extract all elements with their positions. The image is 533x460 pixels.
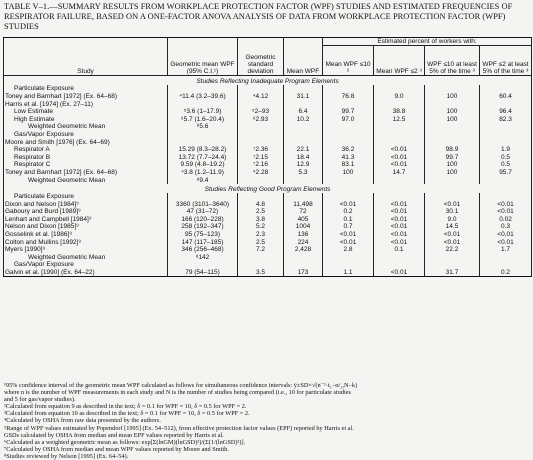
table-row xyxy=(4,138,532,146)
cell-mean-wpf-le2 xyxy=(374,138,425,146)
cell-mean-wpf-le10: 99.7 xyxy=(323,108,374,116)
cell-geometric-mean: 47 (31–72) xyxy=(168,208,238,216)
cell-wpf-le10-5pct: 22.2 xyxy=(425,246,480,254)
cell-geometric-mean: ⁴11.4 (3.2–39.6) xyxy=(168,93,238,101)
table-row xyxy=(4,200,532,208)
cell-geometric-sd: ⁷2.16 xyxy=(238,161,284,169)
cell-wpf-le2-5pct: 82.3 xyxy=(480,115,532,123)
cell-study: Gosselink et al. [1986]⁹ xyxy=(4,231,168,239)
cell-wpf-le10-5pct: <0.01 xyxy=(425,200,480,208)
table-row xyxy=(4,169,532,177)
cell-geometric-mean xyxy=(168,138,238,146)
cell-mean-wpf-le10: 41.3 xyxy=(323,153,374,161)
weighted-mean-row xyxy=(4,253,532,261)
cell-wpf-le10-5pct: <0.01 xyxy=(425,231,480,239)
cell-wpf-le2-5pct: 95.7 xyxy=(480,169,532,177)
cell-geometric-sd: 2.3 xyxy=(238,231,284,239)
cell-geometric-sd: ⁴2.28 xyxy=(238,169,284,177)
cell-geometric-sd xyxy=(238,123,284,131)
section-heading: Studies Reflecting Good Program Elements xyxy=(4,184,532,193)
cell-geometric-mean xyxy=(168,100,238,108)
footnote: ⁷Calculated by OSHA from median and mean WPF values reported by Moore and Smith. xyxy=(4,445,229,453)
cell-wpf-le10-5pct xyxy=(425,123,480,131)
cell-mean-wpf xyxy=(284,261,323,269)
cell-geometric-mean: ⁴3.8 (1.2–11.9) xyxy=(168,169,238,177)
cell-mean-wpf-le2 xyxy=(374,261,425,269)
footnote: and 5 for gas/vapor studies). xyxy=(4,396,76,404)
exposure-row xyxy=(4,131,532,139)
cell-mean-wpf-le2: <0.01 xyxy=(374,269,425,277)
cell-mean-wpf-le10: <0.01 xyxy=(323,231,374,239)
cell-study: Myers [1990]⁹ xyxy=(4,246,168,254)
cell-mean-wpf-le2: <0.01 xyxy=(374,216,425,224)
cell-mean-wpf-le10 xyxy=(323,193,374,201)
cell-geometric-sd: ⁷2.36 xyxy=(238,146,284,154)
cell-study: Gas/Vapor Exposure xyxy=(4,131,168,139)
cell-geometric-sd: 3.8 xyxy=(238,216,284,224)
cell-wpf-le2-5pct: 0.5 xyxy=(480,161,532,169)
cell-geometric-mean: 166 (120–228) xyxy=(168,216,238,224)
cell-study: Lenhart and Campbell [1984]⁹ xyxy=(4,216,168,224)
cell-wpf-le2-5pct xyxy=(480,138,532,146)
cell-wpf-le10-5pct xyxy=(425,85,480,93)
table-row xyxy=(4,146,532,154)
cell-geometric-mean: ⁸5.6 xyxy=(168,123,238,131)
cell-wpf-le10-5pct xyxy=(425,176,480,184)
cell-geometric-sd: 5.2 xyxy=(238,223,284,231)
cell-mean-wpf: 72 xyxy=(284,208,323,216)
table-title: SUMMARY RESULTS FROM WORKPLACE PROTECTION FACTOR (WPF) STUDIES AND ESTIMATED FREQUENCIES OF RESPIRATOR FAILURE, BASED ON A ONE-FACTOR ANOVA ANALYSIS OF DATA FROM WORKPLACE PROTECTION FACTOR (WPF) STUDIES xyxy=(4,2,513,31)
header-geometric-mean: Geometric mean WPF (95% C.I.¹) xyxy=(168,38,238,76)
exposure-row xyxy=(4,85,532,93)
cell-mean-wpf xyxy=(284,193,323,201)
cell-mean-wpf-le2 xyxy=(374,123,425,131)
header-mean-wpf-le10: Mean WPF ≤10 ² xyxy=(323,46,374,76)
cell-study: Particulate Exposure xyxy=(4,85,168,93)
cell-wpf-le2-5pct xyxy=(480,123,532,131)
table-row xyxy=(4,108,532,116)
cell-geometric-sd xyxy=(238,138,284,146)
cell-geometric-sd: ⁵2–93 xyxy=(238,108,284,116)
cell-wpf-le10-5pct: 99.7 xyxy=(425,153,480,161)
cell-mean-wpf xyxy=(284,131,323,139)
footnote: ⁵Range of WPF values estimated by Popendorf [1995] (Ex. 54–512), from effective protection factor values (EPF) reported by Harris et al. xyxy=(4,424,354,432)
cell-mean-wpf: 5.3 xyxy=(284,169,323,177)
cell-wpf-le2-5pct: 0.2 xyxy=(480,269,532,277)
cell-mean-wpf xyxy=(284,100,323,108)
cell-geometric-mean: ⁸142 xyxy=(168,253,238,261)
cell-mean-wpf-le10 xyxy=(323,253,374,261)
weighted-mean-row xyxy=(4,176,532,184)
cell-mean-wpf-le2: 9.0 xyxy=(374,93,425,101)
table-row xyxy=(4,216,532,224)
section-row xyxy=(4,76,532,86)
cell-wpf-le10-5pct: 30.1 xyxy=(425,208,480,216)
cell-geometric-mean: ⁸9.4 xyxy=(168,176,238,184)
cell-wpf-le2-5pct: <0.01 xyxy=(480,231,532,239)
footnotes xyxy=(4,382,530,460)
cell-study: Toney and Barnhart [1972] (Ex. 64–68) xyxy=(4,93,168,101)
table-row xyxy=(4,93,532,101)
cell-wpf-le2-5pct: <0.01 xyxy=(480,200,532,208)
cell-wpf-le2-5pct xyxy=(480,261,532,269)
exposure-row xyxy=(4,261,532,269)
header-mean-wpf-le2: Mean WPF ≤2 ³ xyxy=(374,46,425,76)
cell-wpf-le10-5pct: 31.7 xyxy=(425,269,480,277)
cell-study: Respirator B xyxy=(4,153,168,161)
cell-mean-wpf: 12.9 xyxy=(284,161,323,169)
cell-wpf-le2-5pct: 1.7 xyxy=(480,246,532,254)
cell-geometric-sd xyxy=(238,253,284,261)
cell-study: Particulate Exposure xyxy=(4,193,168,201)
cell-mean-wpf-le2: <0.01 xyxy=(374,238,425,246)
table-caption xyxy=(4,2,530,32)
cell-geometric-mean: 79 (54–115) xyxy=(168,269,238,277)
weighted-mean-row xyxy=(4,123,532,131)
table-row xyxy=(4,223,532,231)
cell-mean-wpf-le10 xyxy=(323,138,374,146)
cell-study: Low Estimate xyxy=(4,108,168,116)
cell-mean-wpf-le10 xyxy=(323,85,374,93)
cell-geometric-mean xyxy=(168,131,238,139)
cell-mean-wpf-le2 xyxy=(374,131,425,139)
cell-mean-wpf-le2: <0.01 xyxy=(374,161,425,169)
cell-mean-wpf-le10 xyxy=(323,123,374,131)
cell-mean-wpf-le2: 0.1 xyxy=(374,246,425,254)
cell-geometric-sd: ⁶2.93 xyxy=(238,115,284,123)
cell-mean-wpf: 10.2 xyxy=(284,115,323,123)
cell-wpf-le2-5pct xyxy=(480,253,532,261)
cell-study: Moore and Smith [1976] (Ex. 64–69) xyxy=(4,138,168,146)
cell-mean-wpf-le10 xyxy=(323,261,374,269)
cell-mean-wpf xyxy=(284,176,323,184)
cell-study: High Estimate xyxy=(4,115,168,123)
footnote: GSDs calculated by OSHA from median and mean EPF values reported by Harris et al. xyxy=(4,431,224,439)
footnote: ⁴Calculated by OSHA from raw data presented by the authors. xyxy=(4,417,161,425)
cell-mean-wpf: 136 xyxy=(284,231,323,239)
cell-study: Weighted Geometric Mean xyxy=(4,253,168,261)
table-row xyxy=(4,231,532,239)
footnote: where n is the number of WPF measurements in each study and N is the number of studies being compared (i.e., 10 for particulate studies xyxy=(4,389,351,397)
cell-wpf-le10-5pct xyxy=(425,253,480,261)
cell-geometric-sd: 4.8 xyxy=(238,200,284,208)
cell-wpf-le10-5pct: 100 xyxy=(425,108,480,116)
cell-study: Gas/Vapor Exposure xyxy=(4,261,168,269)
cell-geometric-mean: 258 (192–347) xyxy=(168,223,238,231)
cell-mean-wpf-le2 xyxy=(374,85,425,93)
cell-geometric-sd xyxy=(238,131,284,139)
cell-wpf-le10-5pct xyxy=(425,138,480,146)
cell-geometric-mean xyxy=(168,85,238,93)
footnote: ⁸Studies reviewed by Nelson [1995] (Ex. 64–54). xyxy=(4,452,129,460)
cell-geometric-sd: 3.5 xyxy=(238,269,284,277)
cell-mean-wpf: 31.1 xyxy=(284,93,323,101)
cell-geometric-mean: 15.29 (8.3–28.2) xyxy=(168,146,238,154)
table-row xyxy=(4,161,532,169)
cell-geometric-mean: 95 (75–123) xyxy=(168,231,238,239)
cell-wpf-le10-5pct: 100 xyxy=(425,115,480,123)
cell-study: Respirator A xyxy=(4,146,168,154)
section-heading: Studies Reflecting Inadequate Program Elements xyxy=(4,76,532,86)
section-row xyxy=(4,184,532,193)
header-estimated-percent: Estimated percent of workers with: xyxy=(323,38,532,46)
cell-mean-wpf: 22.1 xyxy=(284,146,323,154)
cell-mean-wpf xyxy=(284,253,323,261)
cell-wpf-le2-5pct: 1.9 xyxy=(480,146,532,154)
header-geometric-sd: Geometric standard deviation xyxy=(238,38,284,76)
cell-wpf-le2-5pct xyxy=(480,193,532,201)
cell-wpf-le2-5pct: <0.01 xyxy=(480,208,532,216)
cell-study: Toney and Barnhart [1972] (Ex. 64–68) xyxy=(4,169,168,177)
cell-mean-wpf xyxy=(284,138,323,146)
cell-wpf-le10-5pct xyxy=(425,193,480,201)
cell-wpf-le2-5pct: 0.02 xyxy=(480,216,532,224)
table-row xyxy=(4,100,532,108)
cell-study: Weighted Geometric Mean xyxy=(4,123,168,131)
cell-mean-wpf: 6.4 xyxy=(284,108,323,116)
cell-geometric-mean: 13.72 (7.7–24.4) xyxy=(168,153,238,161)
cell-wpf-le10-5pct: 100 xyxy=(425,93,480,101)
cell-mean-wpf-le2: <0.01 xyxy=(374,223,425,231)
cell-wpf-le10-5pct xyxy=(425,261,480,269)
cell-study: Dixon and Nelson [1984]⁹ xyxy=(4,200,168,208)
cell-mean-wpf-le10: 0.7 xyxy=(323,223,374,231)
cell-study: Gaboury and Burd [1989]⁹ xyxy=(4,208,168,216)
table-row xyxy=(4,153,532,161)
cell-mean-wpf xyxy=(284,123,323,131)
cell-mean-wpf-le10: 100 xyxy=(323,169,374,177)
cell-mean-wpf-le10 xyxy=(323,176,374,184)
cell-wpf-le10-5pct: 98.9 xyxy=(425,146,480,154)
cell-geometric-sd xyxy=(238,100,284,108)
cell-mean-wpf: 173 xyxy=(284,269,323,277)
cell-mean-wpf-le2: <0.01 xyxy=(374,231,425,239)
footnote: ⁶Calculated as a weighted geometric mean as follows: exp[Σ(lnGM)(lnGSD)²)/(Σ(1/(lnGSD)²)]. xyxy=(4,438,246,446)
footnote: ³Calculated from equation 10 as described in the text; δ = 0.1 for WPF = 10, δ = 0.5 for WPF = 2. xyxy=(4,410,250,418)
cell-mean-wpf: 224 xyxy=(284,238,323,246)
cell-geometric-mean: ⁶5.7 (1.6–20.4) xyxy=(168,115,238,123)
cell-geometric-mean: 147 (117–185) xyxy=(168,238,238,246)
cell-wpf-le10-5pct: 9.0 xyxy=(425,216,480,224)
table-number: TABLE V–1.— xyxy=(4,2,58,11)
cell-wpf-le10-5pct: 14.5 xyxy=(425,223,480,231)
cell-mean-wpf-le10: 36.2 xyxy=(323,146,374,154)
cell-mean-wpf-le2 xyxy=(374,253,425,261)
cell-mean-wpf-le2: 38.8 xyxy=(374,108,425,116)
cell-geometric-mean: 346 (256–468) xyxy=(168,246,238,254)
cell-wpf-le2-5pct: <0.01 xyxy=(480,238,532,246)
cell-wpf-le10-5pct: <0.01 xyxy=(425,238,480,246)
cell-geometric-mean: ⁵3.6 (1–17.9) xyxy=(168,108,238,116)
cell-mean-wpf-le2: 12.5 xyxy=(374,115,425,123)
header-wpf-le10-5pct: WPF ≤10 at least 5% of the time ³ xyxy=(425,46,480,76)
cell-mean-wpf-le10 xyxy=(323,131,374,139)
table-row xyxy=(4,238,532,246)
cell-geometric-sd xyxy=(238,193,284,201)
cell-mean-wpf-le10: 2.8 xyxy=(323,246,374,254)
cell-geometric-mean: 3360 (3101–3640) xyxy=(168,200,238,208)
cell-wpf-le2-5pct xyxy=(480,100,532,108)
cell-study: Colton and Mullins [1992]⁹ xyxy=(4,238,168,246)
cell-mean-wpf-le2 xyxy=(374,176,425,184)
cell-geometric-mean xyxy=(168,193,238,201)
cell-wpf-le2-5pct: 0.3 xyxy=(480,223,532,231)
cell-mean-wpf: 1004 xyxy=(284,223,323,231)
cell-geometric-sd: ⁷2.15 xyxy=(238,153,284,161)
header-wpf-le2-5pct: WPF ≤2 at least 5% of the time ³ xyxy=(480,46,532,76)
cell-wpf-le2-5pct xyxy=(480,176,532,184)
cell-wpf-le2-5pct: 60.4 xyxy=(480,93,532,101)
cell-mean-wpf: 18.4 xyxy=(284,153,323,161)
cell-study: Weighted Geometric Mean xyxy=(4,176,168,184)
cell-mean-wpf-le2: <0.01 xyxy=(374,146,425,154)
cell-mean-wpf-le10: 0.2 xyxy=(323,208,374,216)
cell-geometric-sd: 7.2 xyxy=(238,246,284,254)
cell-mean-wpf-le10 xyxy=(323,100,374,108)
table-row xyxy=(4,208,532,216)
table-row xyxy=(4,115,532,123)
cell-wpf-le2-5pct xyxy=(480,131,532,139)
cell-geometric-sd: ⁴4.12 xyxy=(238,93,284,101)
exposure-row xyxy=(4,193,532,201)
cell-wpf-le10-5pct xyxy=(425,100,480,108)
cell-mean-wpf-le10: <0.01 xyxy=(323,238,374,246)
cell-wpf-le2-5pct: 96.4 xyxy=(480,108,532,116)
cell-geometric-mean xyxy=(168,261,238,269)
cell-mean-wpf-le10: 83.1 xyxy=(323,161,374,169)
cell-mean-wpf-le2: 14.7 xyxy=(374,169,425,177)
cell-mean-wpf xyxy=(284,85,323,93)
cell-mean-wpf: 405 xyxy=(284,216,323,224)
cell-mean-wpf-le2: <0.01 xyxy=(374,200,425,208)
cell-wpf-le2-5pct: 0.5 xyxy=(480,153,532,161)
cell-study: Respirator C xyxy=(4,161,168,169)
cell-wpf-le10-5pct xyxy=(425,131,480,139)
footnote: ²Calculated from equation 9 as described in the text; δ = 0.1 for WPF = 10, δ = 0.5 for WPF = 2. xyxy=(4,403,247,411)
cell-mean-wpf: 11,498 xyxy=(284,200,323,208)
cell-study: Nelson and Dixon [1985]⁹ xyxy=(4,223,168,231)
cell-study: Galvin et al. [1990] (Ex. 64–22) xyxy=(4,269,168,277)
table-body xyxy=(4,76,532,277)
footnote: ¹95% confidence interval of the geometric mean WPF calculated as follows for simultaneous confidence intervals: ȳ±SD×√(n⁻¹·t₁₋α/₂,N₋k) xyxy=(4,382,358,389)
cell-mean-wpf-le2: <0.01 xyxy=(374,153,425,161)
cell-wpf-le10-5pct: 100 xyxy=(425,161,480,169)
cell-mean-wpf-le10: 97.0 xyxy=(323,115,374,123)
cell-wpf-le10-5pct: 100 xyxy=(425,169,480,177)
header-mean-wpf: Mean WPF xyxy=(284,38,323,76)
cell-mean-wpf: 2,428 xyxy=(284,246,323,254)
cell-geometric-sd xyxy=(238,176,284,184)
cell-mean-wpf-le2 xyxy=(374,193,425,201)
cell-mean-wpf-le10: 1.1 xyxy=(323,269,374,277)
cell-geometric-sd xyxy=(238,261,284,269)
cell-mean-wpf-le10: 76.8 xyxy=(323,93,374,101)
cell-mean-wpf-le10: <0.01 xyxy=(323,200,374,208)
header-study: Study xyxy=(4,38,168,76)
cell-geometric-mean: 9.59 (4.8–19.2) xyxy=(168,161,238,169)
table-row xyxy=(4,269,532,277)
cell-geometric-sd xyxy=(238,85,284,93)
cell-wpf-le2-5pct xyxy=(480,85,532,93)
wpf-summary-table xyxy=(3,37,532,277)
cell-geometric-sd: 2.5 xyxy=(238,208,284,216)
cell-geometric-sd: 2.5 xyxy=(238,238,284,246)
cell-study: Harris et al. [1974] (Ex. 27–11) xyxy=(4,100,168,108)
cell-mean-wpf-le2 xyxy=(374,100,425,108)
table-row xyxy=(4,246,532,254)
cell-mean-wpf-le2: <0.01 xyxy=(374,208,425,216)
cell-mean-wpf-le10: 0.1 xyxy=(323,216,374,224)
